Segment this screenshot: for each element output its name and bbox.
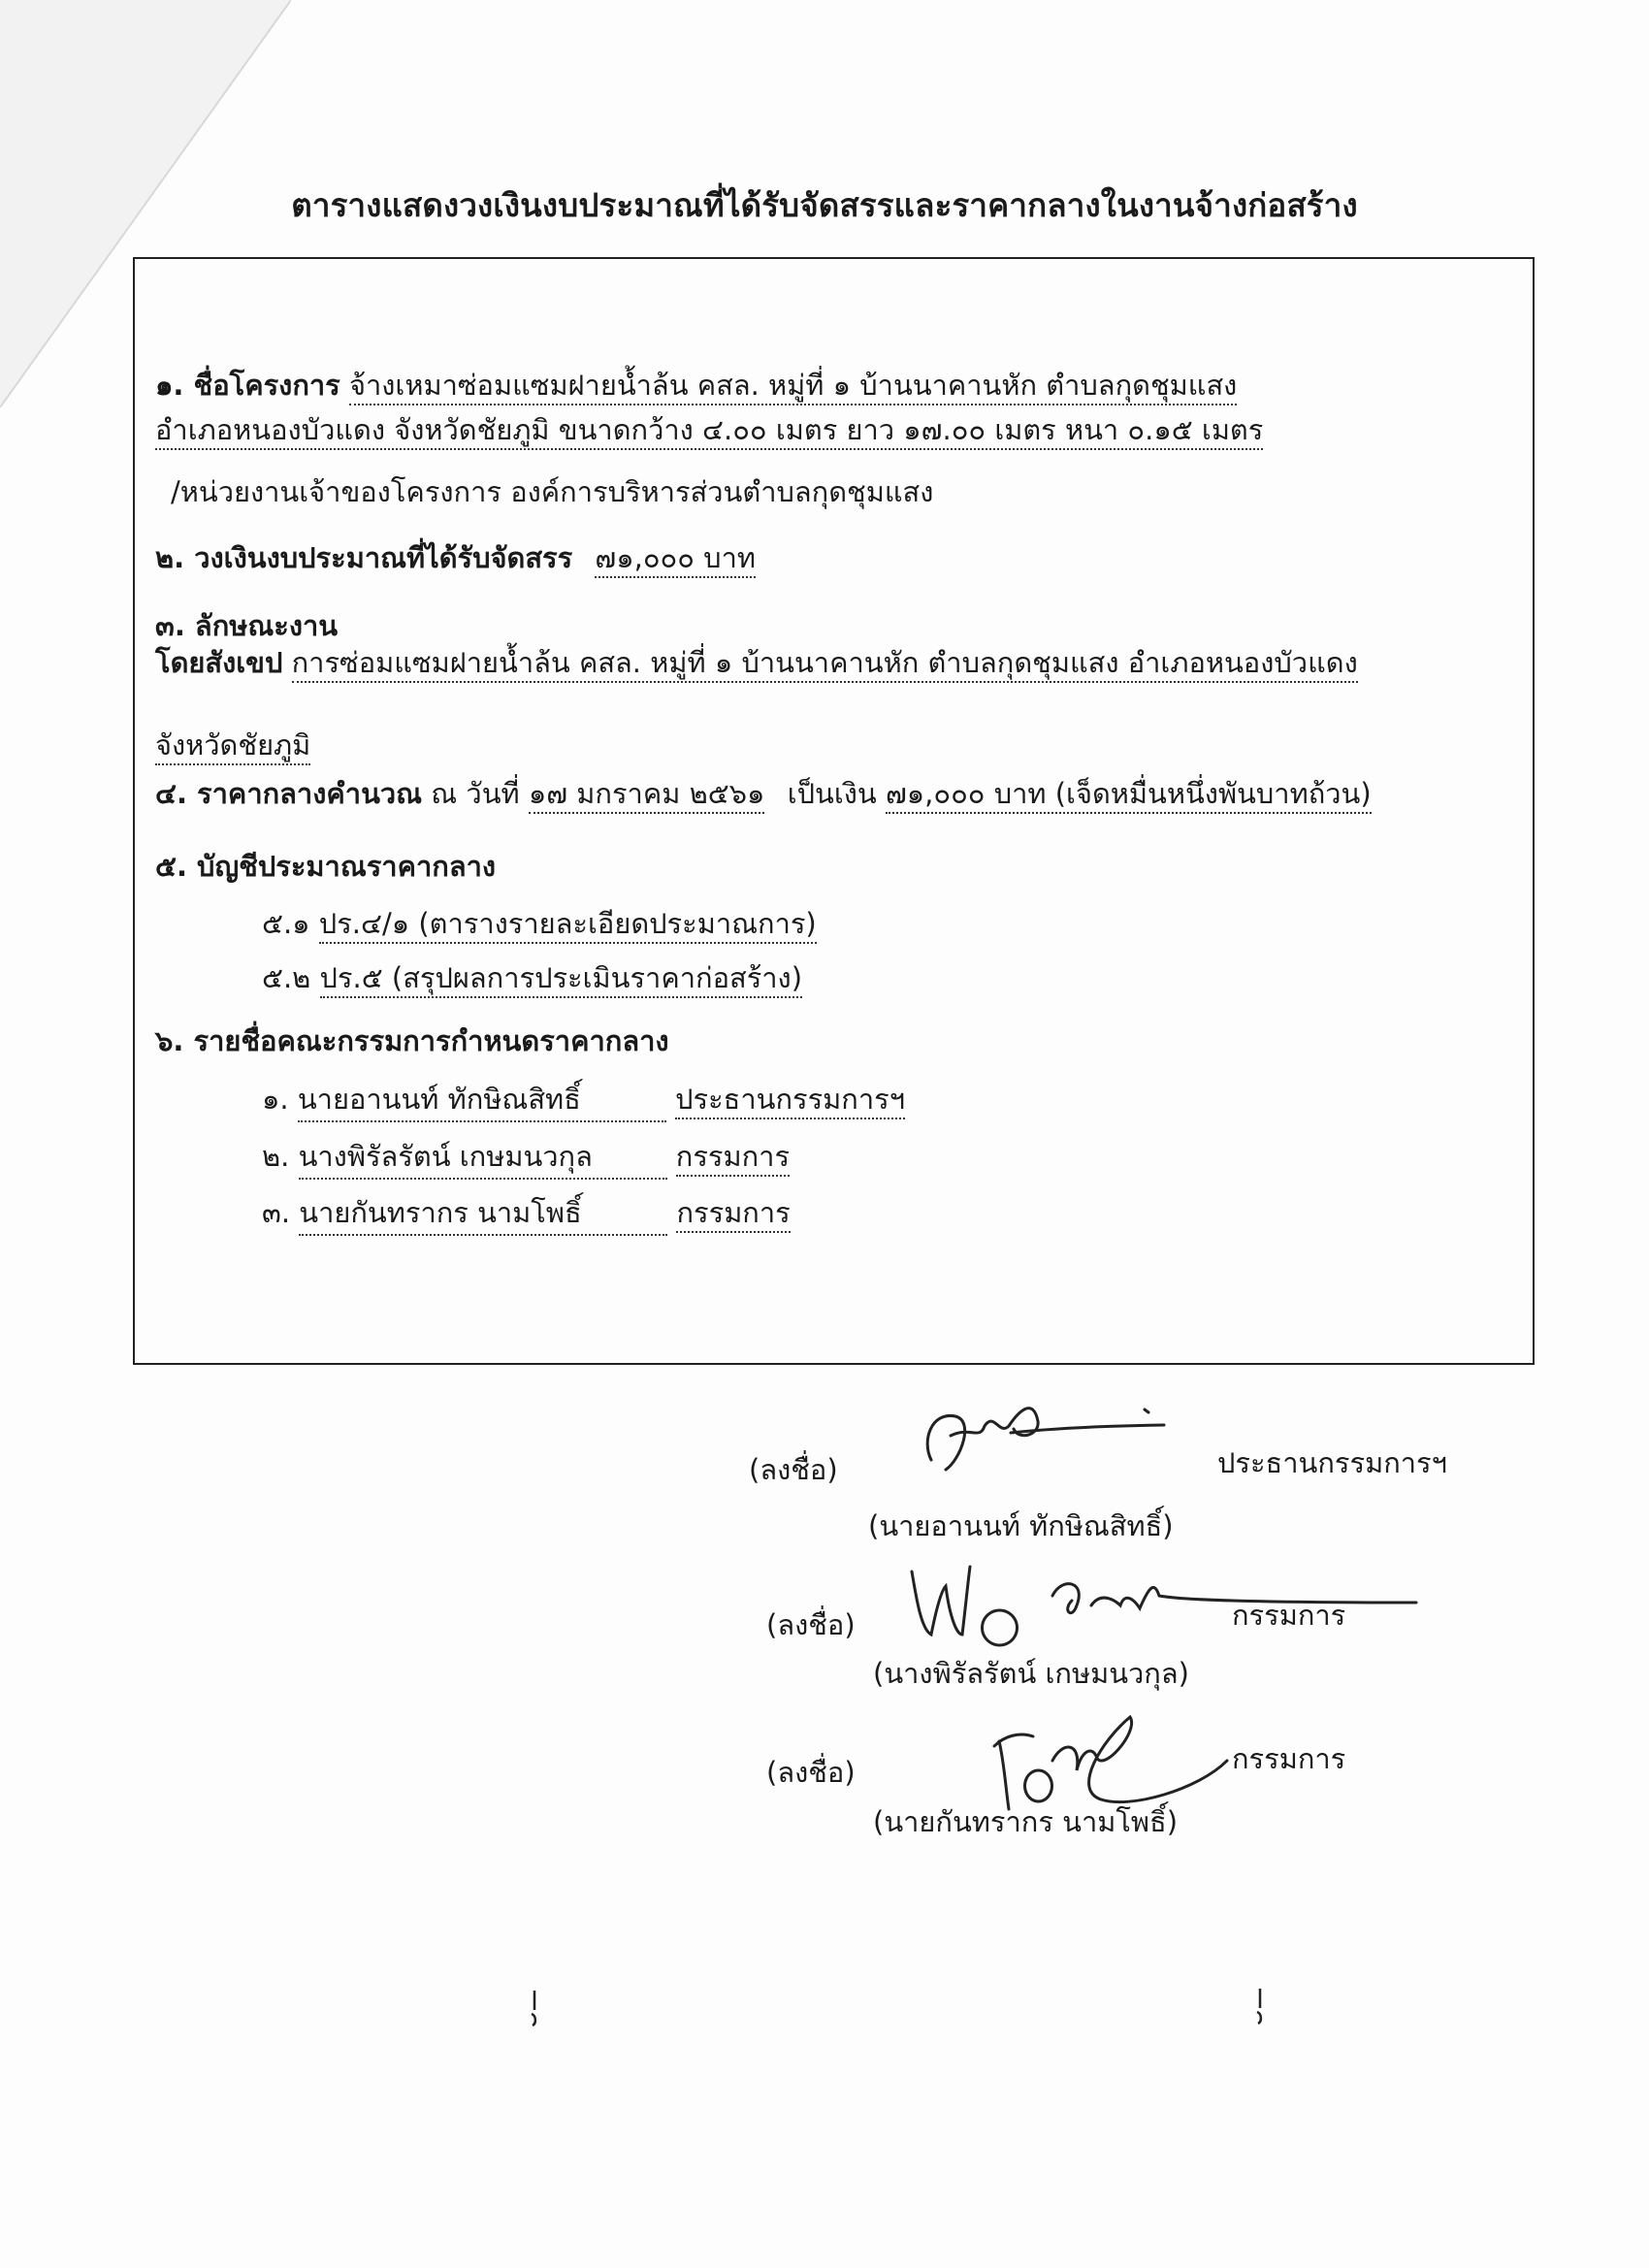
committee-member	[262, 1193, 791, 1236]
price-list-item-num: ๕.๑	[262, 907, 310, 940]
scan-mark	[1254, 1987, 1266, 2025]
work-nature-line	[155, 606, 338, 645]
committee-member-name: นายอานนท์ ทักษิณสิทธิ์	[298, 1080, 666, 1122]
median-price-amount: ๗๑,๐๐๐ บาท (เจ็ดหมื่นหนึ่งพันบาทถ้วน)	[886, 777, 1372, 814]
signature-label: (ลงชื่อ)	[749, 1453, 838, 1486]
committee-label: ๖. รายชื่อคณะกรรมการกำหนดราคากลาง	[155, 1024, 669, 1057]
work-nature-label: ๓. ลักษณะงาน	[155, 609, 339, 642]
project-owner-line	[171, 472, 933, 511]
committee-member-num: ๑.	[262, 1083, 289, 1116]
work-summary-value-2: จังหวัดชัยภูมิ	[155, 729, 310, 765]
signature-name: (นายอานนท์ ทักษิณสิทธิ์)	[868, 1509, 1174, 1542]
price-list-item-num: ๕.๒	[262, 961, 311, 994]
budget-line	[155, 538, 756, 577]
median-price-date-prefix: ณ วันที่	[431, 777, 520, 810]
work-summary-line	[155, 643, 1358, 682]
budget-value: ๗๑,๐๐๐ บาท	[595, 541, 756, 578]
price-list-line	[155, 847, 496, 886]
budget-label: ๒. วงเงินงบประมาณที่ได้รับจัดสรร	[155, 541, 573, 574]
committee-member	[262, 1080, 905, 1122]
price-list-item	[262, 958, 802, 997]
signature-name: (นายกันทรากร นามโพธิ์)	[873, 1805, 1179, 1838]
work-summary-line-2	[155, 726, 310, 764]
signature-role: กรรมการ	[1232, 1599, 1346, 1632]
price-list-label: ๕. บัญชีประมาณราคากลาง	[155, 850, 497, 883]
committee-member-role: กรรมการ	[676, 1196, 790, 1233]
project-location-line	[155, 410, 1263, 449]
median-price-amount-prefix: เป็นเงิน	[787, 777, 877, 810]
price-list-item	[262, 904, 817, 943]
committee-member-num: ๓.	[262, 1196, 291, 1229]
signature-role: ประธานกรรมการฯ	[1217, 1446, 1447, 1479]
signature-1-image	[902, 1382, 1183, 1489]
signature-2-image	[892, 1552, 1436, 1649]
committee-member-role: กรรมการ	[676, 1140, 790, 1177]
signature-name: (นางพิรัลรัตน์ เกษมนวกุล)	[873, 1657, 1189, 1690]
signature-label: (ลงชื่อ)	[766, 1756, 856, 1789]
project-name-value: จ้างเหมาซ่อมแซมฝายน้ำล้น คสล. หมู่ที่ ๑ บ้านนาคานหัก ตำบลกุดชุมแสง	[349, 369, 1237, 405]
signature-label: (ลงชื่อ)	[766, 1608, 856, 1641]
committee-line	[155, 1021, 669, 1060]
project-name-line	[155, 366, 1237, 405]
work-summary-label: โดยสังเขป	[155, 646, 283, 679]
committee-member-num: ๒.	[262, 1140, 290, 1173]
project-location-value: อำเภอหนองบัวแดง จังหวัดชัยภูมิ ขนาดกว้าง ๔.๐๐ เมตร ยาว ๑๗.๐๐ เมตร หนา ๐.๑๕ เมตร	[155, 413, 1263, 450]
median-price-label: ๔. ราคากลางคำนวณ	[155, 777, 423, 810]
project-owner-value: /หน่วยงานเจ้าของโครงการ องค์การบริหารส่วนตำบลกุดชุมแสง	[171, 475, 934, 508]
committee-member-role: ประธานกรรมการฯ	[675, 1083, 905, 1119]
price-list-item-text: ปร.๔/๑ (ตารางรายละเอียดประมาณการ)	[319, 907, 817, 944]
signature-role: กรรมการ	[1232, 1742, 1346, 1775]
median-price-line	[155, 774, 1372, 813]
document-title: ตารางแสดงวงเงินงบประมาณที่ได้รับจัดสรรและราคากลางในงานจ้างก่อสร้าง	[291, 186, 1358, 224]
committee-member-name: นางพิรัลรัตน์ เกษมนวกุล	[299, 1137, 667, 1180]
price-list-item-text: ปร.๕ (สรุปผลการประเมินราคาก่อสร้าง)	[320, 961, 803, 998]
median-price-date: ๑๗ มกราคม ๒๕๖๑	[529, 777, 765, 814]
project-name-label: ๑. ชื่อโครงการ	[155, 369, 340, 402]
scan-mark	[529, 1989, 540, 2027]
committee-member	[262, 1137, 790, 1180]
work-summary-value: การซ่อมแซมฝายน้ำล้น คสล. หมู่ที่ ๑ บ้านนาคานหัก ตำบลกุดชุมแสง อำเภอหนองบัวแดง	[292, 646, 1358, 683]
committee-member-name: นายกันทรากร นามโพธิ์	[299, 1193, 667, 1236]
